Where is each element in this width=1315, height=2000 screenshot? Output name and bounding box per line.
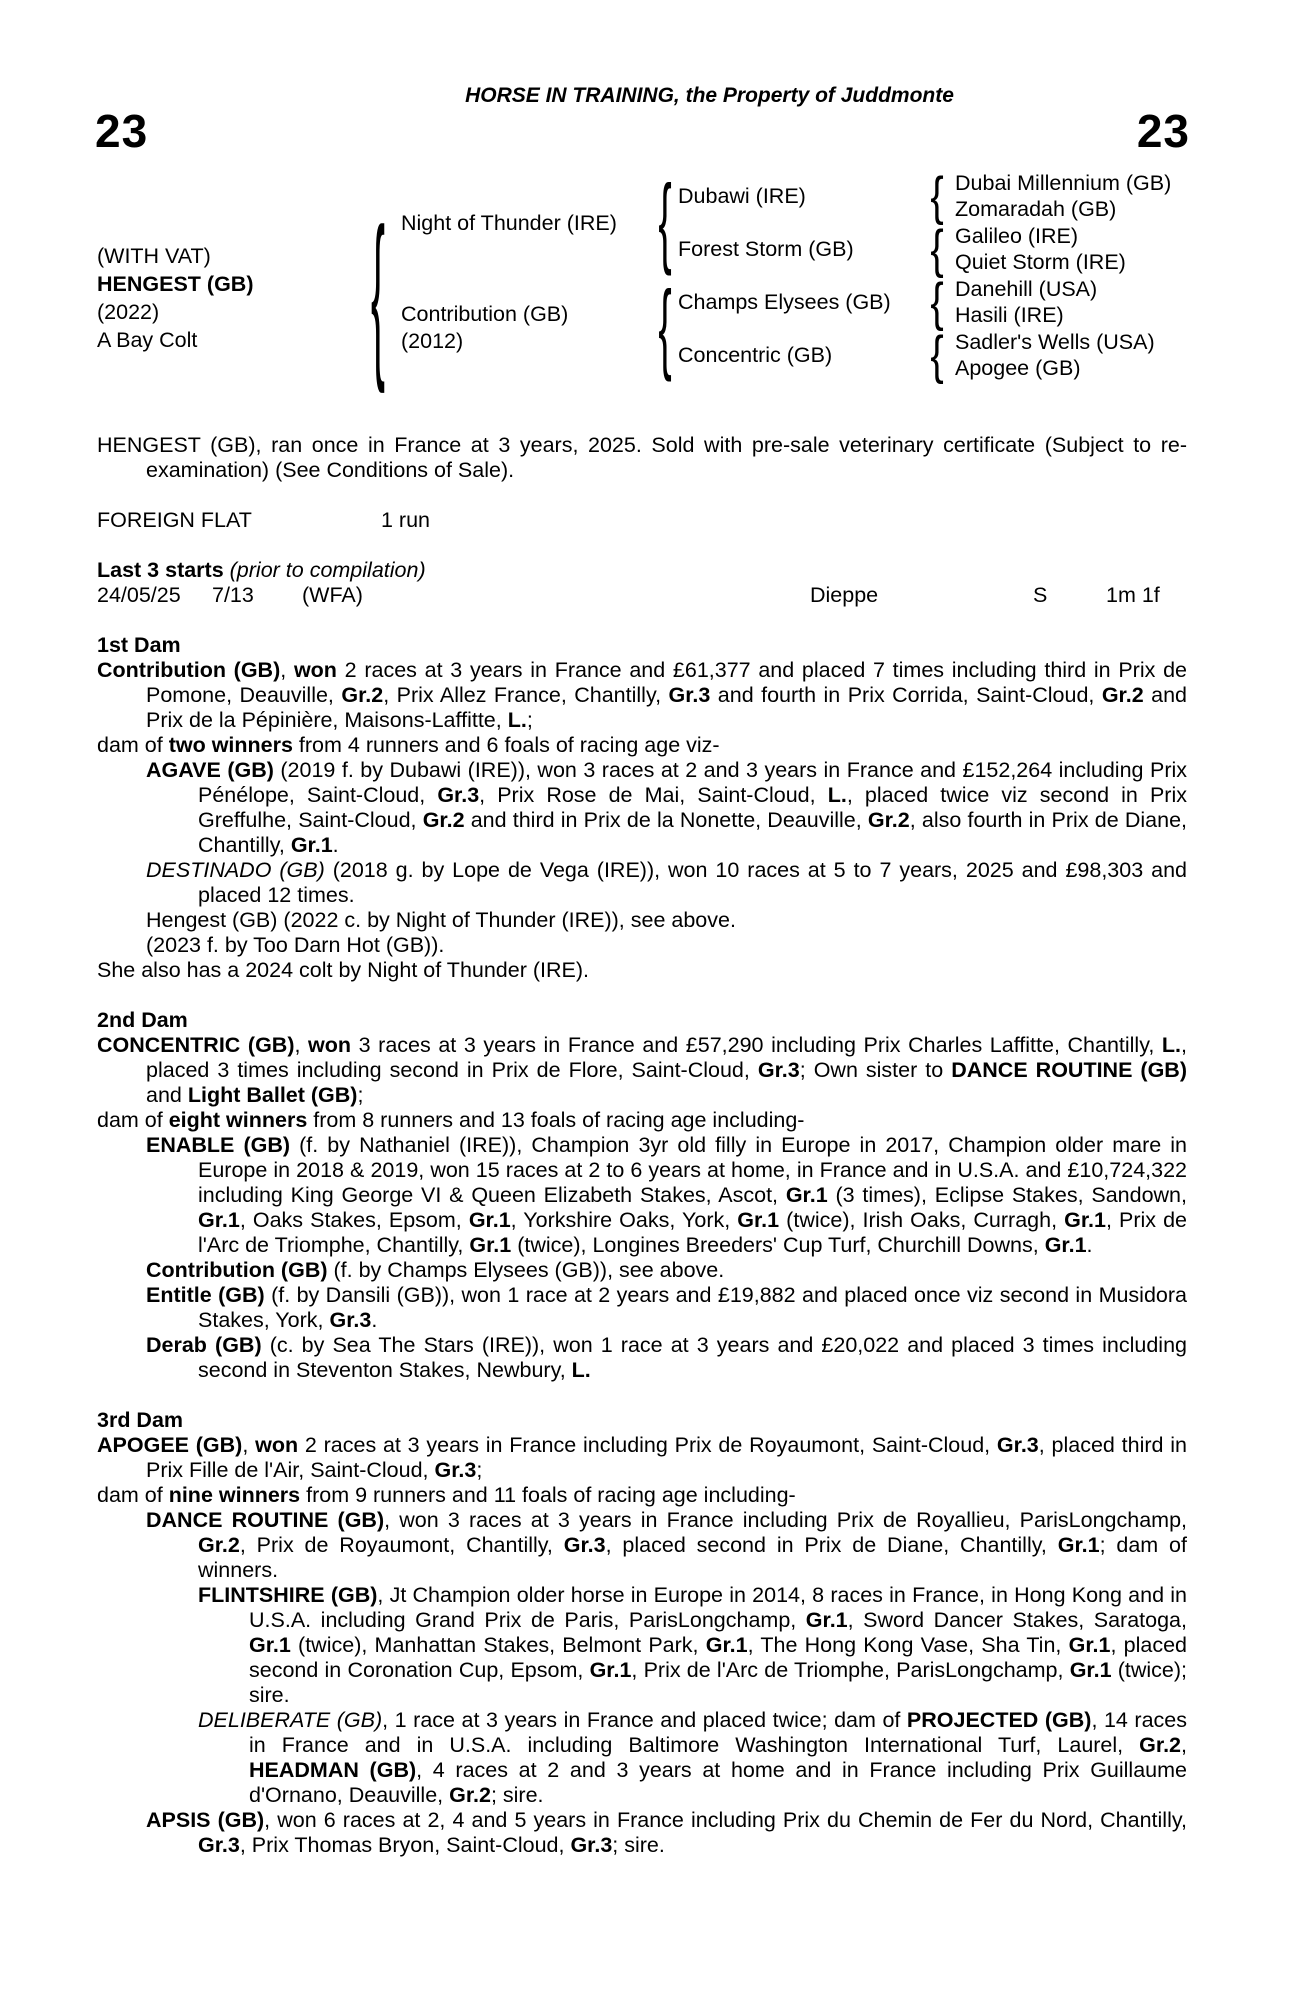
catalogue-paragraph: Hengest (GB) (2022 c. by Night of Thunder (IRE)), see above. — [146, 908, 736, 932]
race-going: S — [1033, 583, 1048, 607]
lot-number-right: 23 — [1136, 105, 1190, 157]
catalogue-body — [97, 433, 1187, 1858]
catalogue-paragraph: She also has a 2024 colt by Night of Thunder (IRE). — [97, 958, 589, 982]
dam-section-heading: 3rd Dam — [97, 1408, 184, 1432]
catalogue-paragraph: DESTINADO (GB) (2018 g. by Lope de Vega (IRE)), won 10 races at 5 to 7 years, 2025 and £98,303 and placed 12 times. — [146, 858, 1187, 907]
catalogue-paragraph: Contribution (GB) (f. by Champs Elysees (GB)), see above. — [146, 1258, 725, 1282]
race-result-row — [97, 583, 1187, 608]
sections — [97, 633, 1187, 1858]
great-grandparent: Sadler's Wells (USA) — [955, 330, 1155, 354]
catalogue-paragraph: AGAVE (GB) (2019 f. by Dubawi (IRE)), won 3 races at 2 and 3 years in France and £152,264 including Prix Pénélope, Saint-Cloud, Gr.3, Prix Rose de Mai, Saint-Cloud, L., placed twice viz second in Prix Greffulhe, Saint-Cloud, Gr.2 and third in Prix de la Nonette, Deauville, Gr.2, also fourth in Prix de Diane, Chantilly, Gr.1. — [146, 758, 1188, 857]
pedigree-brace — [929, 171, 945, 224]
catalogue-paragraph: CONCENTRIC (GB), won 3 races at 3 years in France and £57,290 including Prix Charles Laffitte, Chantilly, L., placed 3 times including second in Prix de Flore, Saint-Cloud, Gr.3; Own sister to DANCE ROUTINE (GB) and Light Ballet (GB); — [97, 1033, 1188, 1107]
granddam: Forest Storm (GB) — [678, 237, 854, 261]
dam-name: Contribution (GB) — [401, 302, 569, 326]
catalogue-paragraph: Derab (GB) (c. by Sea The Stars (IRE)), won 1 race at 3 years and £20,022 and placed 3 times including second in Steventon Stakes, Newbury, L. — [146, 1333, 1187, 1382]
great-grandparent: Zomaradah (GB) — [955, 197, 1117, 221]
race-runs-count: 1 run — [381, 508, 431, 532]
race-intro-paragraph: HENGEST (GB), ran once in France at 3 years, 2025. Sold with pre-sale veterinary certificate (Subject to re-examination) (See Conditions of Sale). — [97, 433, 1187, 482]
race-date: 24/05/25 — [97, 583, 181, 607]
pedigree-brace — [929, 224, 945, 277]
race-distance: 1m 1f — [1106, 583, 1160, 607]
catalogue-paragraph: DANCE ROUTINE (GB), won 3 races at 3 years in France including Prix de Royallieu, ParisLongchamp, Gr.2, Prix de Royaumont, Chantilly, Gr.3, placed second in Prix de Diane, Chantilly, Gr.1; dam of winners. — [146, 1508, 1187, 1582]
catalogue-paragraph: dam of two winners from 4 runners and 6 foals of racing age viz- — [97, 733, 720, 757]
grandsire: Champs Elysees (GB) — [678, 290, 891, 314]
great-grandparent: Danehill (USA) — [955, 277, 1098, 301]
great-grandparent: Hasili (IRE) — [955, 303, 1064, 327]
race-category-label: FOREIGN FLAT — [97, 508, 252, 532]
last-starts-heading — [97, 558, 1187, 583]
granddam: Concentric (GB) — [678, 343, 833, 367]
great-grandparent: Galileo (IRE) — [955, 224, 1079, 248]
catalogue-paragraph: DELIBERATE (GB), 1 race at 3 years in France and placed twice; dam of PROJECTED (GB), 14 races in France and in U.S.A. including Baltimore Washington International Turf, Laurel, Gr.2, HEADMAN (GB), 4 races at 2 and 3 years at home and in France including Prix Guillaume d'Ornano, Deauville, Gr.2; sire. — [198, 1708, 1187, 1807]
catalogue-paragraph: dam of nine winners from 9 runners and 11 foals of racing age including- — [97, 1483, 796, 1507]
catalogue-paragraph: APSIS (GB), won 6 races at 2, 4 and 5 years in France including Prix du Chemin de Fer du Nord, Chantilly, Gr.3, Prix Thomas Bryon, Saint-Cloud, Gr.3; sire. — [146, 1808, 1187, 1857]
pedigree-brace — [929, 277, 945, 330]
pedigree-table — [0, 0, 1315, 400]
pedigree-brace — [929, 330, 945, 383]
dam-section-heading: 1st Dam — [97, 633, 181, 657]
catalogue-paragraph: Entitle (GB) (f. by Dansili (GB)), won 1 race at 2 years and £19,882 and placed once viz second in Musidora Stakes, York, Gr.3. — [146, 1283, 1187, 1332]
catalogue-paragraph: dam of eight winners from 8 runners and 13 foals of racing age including- — [97, 1108, 805, 1132]
race-conditions: (WFA) — [302, 583, 363, 607]
vat-note: (WITH VAT) — [97, 244, 211, 268]
last-starts-note: (prior to compilation) — [223, 558, 426, 582]
pedigree-brace — [657, 172, 673, 272]
horse-year: (2022) — [97, 300, 160, 324]
dam-section-heading: 2nd Dam — [97, 1008, 188, 1032]
catalogue-paragraph: FLINTSHIRE (GB), Jt Champion older horse in Europe in 2014, 8 races in France, in Hong Kong and in U.S.A. including Grand Prix de Paris, ParisLongchamp, Gr.1, Sword Dancer Stakes, Saratoga, Gr.1 (twice), Manhattan Stakes, Belmont Park, Gr.1, The Hong Kong Vase, Sha Tin, Gr.1, placed second in Coronation Cup, Epsom, Gr.1, Prix de l'Arc de Triomphe, ParisLongchamp, Gr.1 (twice); sire. — [198, 1583, 1188, 1707]
horse-description: A Bay Colt — [97, 328, 198, 352]
last-starts-label: Last 3 starts — [97, 558, 224, 582]
great-grandparent: Apogee (GB) — [955, 356, 1081, 380]
dam-year: (2012) — [401, 329, 464, 353]
page-title: HORSE IN TRAINING, the Property of Juddmonte — [465, 84, 954, 107]
race-course: Dieppe — [810, 583, 879, 607]
grandsire: Dubawi (IRE) — [678, 184, 806, 208]
catalogue-paragraph: APOGEE (GB), won 2 races at 3 years in France including Prix de Royaumont, Saint-Cloud, Gr.3, placed third in Prix Fille de l'Air, Saint-Cloud, Gr.3; — [97, 1433, 1187, 1482]
pedigree-brace — [657, 278, 673, 378]
pedigree-brace — [370, 205, 387, 387]
catalogue-paragraph: (2023 f. by Too Darn Hot (GB)). — [146, 933, 445, 957]
great-grandparent: Quiet Storm (IRE) — [955, 250, 1126, 274]
race-category-row — [97, 508, 1187, 533]
lot-number-left: 23 — [95, 105, 149, 157]
horse-name: HENGEST (GB) — [97, 272, 254, 296]
catalogue-paragraph: ENABLE (GB) (f. by Nathaniel (IRE)), Champion 3yr old filly in Europe in 2017, Champion older mare in Europe in 2018 & 2019, won 15 races at 2 to 6 years at home, in France and in U.S.A. and £10,724,322 including King George VI & Queen Elizabeth Stakes, Ascot, Gr.1 (3 times), Eclipse Stakes, Sandown, Gr.1, Oaks Stakes, Epsom, Gr.1, Yorkshire Oaks, York, Gr.1 (twice), Irish Oaks, Curragh, Gr.1, Prix de l'Arc de Triomphe, Chantilly, Gr.1 (twice), Longines Breeders' Cup Turf, Churchill Downs, Gr.1. — [146, 1133, 1187, 1257]
race-finish-position: 7/13 — [212, 583, 254, 607]
great-grandparent: Dubai Millennium (GB) — [955, 171, 1172, 195]
sire-name: Night of Thunder (IRE) — [401, 211, 617, 235]
catalogue-paragraph: Contribution (GB), won 2 races at 3 years in France and £61,377 and placed 7 times including third in Prix de Pomone, Deauville, Gr.2, Prix Allez France, Chantilly, Gr.3 and fourth in Prix Corrida, Saint-Cloud, Gr.2 and Prix de la Pépinière, Maisons-Laffitte, L.; — [97, 658, 1187, 732]
